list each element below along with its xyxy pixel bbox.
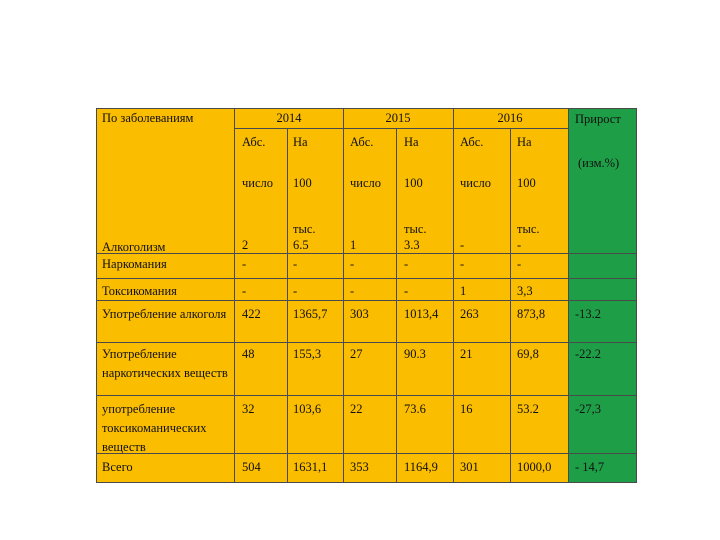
row-value: 73.6 <box>404 402 426 416</box>
row-value: - <box>293 257 298 271</box>
row-value: 301 <box>460 460 479 474</box>
header-per-label: На <box>517 135 532 149</box>
row-value: 21 <box>460 347 473 361</box>
row-value: 6.5 <box>293 238 309 252</box>
header-per-label: На <box>404 135 419 149</box>
header-abs-label2: число <box>242 176 274 190</box>
header-disease-label: По заболеваниям <box>102 111 194 125</box>
header-per-label3: тыс. <box>404 222 427 236</box>
row-value: - <box>293 284 298 298</box>
header-abs-label: Абс. <box>350 135 374 149</box>
row-growth: -27,3 <box>575 402 602 416</box>
row-value: - <box>350 284 355 298</box>
growth-cell <box>568 253 637 279</box>
row-value: 2 <box>242 238 249 252</box>
row-value: - <box>242 257 247 271</box>
header-per-label2: 100 <box>293 176 312 190</box>
header-per-label2: 100 <box>517 176 536 190</box>
row-value: 103,6 <box>293 402 322 416</box>
row-value: - <box>242 284 247 298</box>
row-value: 1365,7 <box>293 307 328 321</box>
row-value: 504 <box>242 460 261 474</box>
header-per-label: На <box>293 135 308 149</box>
header-growth-unit: (изм.%) <box>578 156 620 170</box>
row-value: 3,3 <box>517 284 533 298</box>
row-label: Всего <box>102 460 133 474</box>
row-value: - <box>517 238 522 252</box>
row-value: 303 <box>350 307 369 321</box>
row-growth: -13.2 <box>575 307 602 321</box>
row-value: 69,8 <box>517 347 539 361</box>
row-label: Алкоголизм <box>102 240 166 254</box>
row-value: 90.3 <box>404 347 426 361</box>
row-value: 3.3 <box>404 238 420 252</box>
row-label: употребление токсикоманических веществ <box>102 402 207 454</box>
row-value: - <box>460 257 465 271</box>
row-value: 22 <box>350 402 363 416</box>
row-value: 1013,4 <box>404 307 439 321</box>
row-value: 873,8 <box>517 307 546 321</box>
row-value: - <box>350 257 355 271</box>
row-value: 263 <box>460 307 479 321</box>
row-value: 422 <box>242 307 261 321</box>
header-per-label3: тыс. <box>517 222 540 236</box>
row-value: 353 <box>350 460 369 474</box>
header-year-2015: 2015 <box>385 111 411 125</box>
row-label: Употребление наркотических веществ <box>102 347 228 380</box>
row-growth: -22.2 <box>575 347 602 361</box>
header-disease-cell <box>96 108 235 254</box>
header-abs-label: Абс. <box>242 135 266 149</box>
header-per-label2: 100 <box>404 176 423 190</box>
header-growth-cell <box>568 108 637 254</box>
row-growth: - 14,7 <box>575 460 605 474</box>
row-label: Употребление алкоголя <box>102 307 227 321</box>
header-abs-label2: число <box>460 176 492 190</box>
header-year-2014: 2014 <box>276 111 302 125</box>
row-value: 1000,0 <box>517 460 552 474</box>
row-value: 16 <box>460 402 473 416</box>
row-value: 48 <box>242 347 255 361</box>
row-value: 1631,1 <box>293 460 328 474</box>
header-per-label3: тыс. <box>293 222 316 236</box>
row-label: Наркомания <box>102 257 167 271</box>
row-label: Токсикомания <box>102 284 177 298</box>
header-abs-label2: число <box>350 176 382 190</box>
row-value: - <box>517 257 522 271</box>
header-abs-label: Абс. <box>460 135 484 149</box>
row-value: - <box>460 238 465 252</box>
row-value: 155,3 <box>293 347 322 361</box>
row-value: 27 <box>350 347 363 361</box>
row-value: 32 <box>242 402 255 416</box>
row-value: - <box>404 257 409 271</box>
row-value: 53.2 <box>517 402 539 416</box>
header-growth-label: Прирост <box>575 112 621 126</box>
row-value: - <box>404 284 409 298</box>
header-year-2016: 2016 <box>497 111 523 125</box>
row-value: 1 <box>350 238 357 252</box>
growth-cell <box>568 278 637 301</box>
row-value: 1 <box>460 284 467 298</box>
row-value: 1164,9 <box>404 460 438 474</box>
